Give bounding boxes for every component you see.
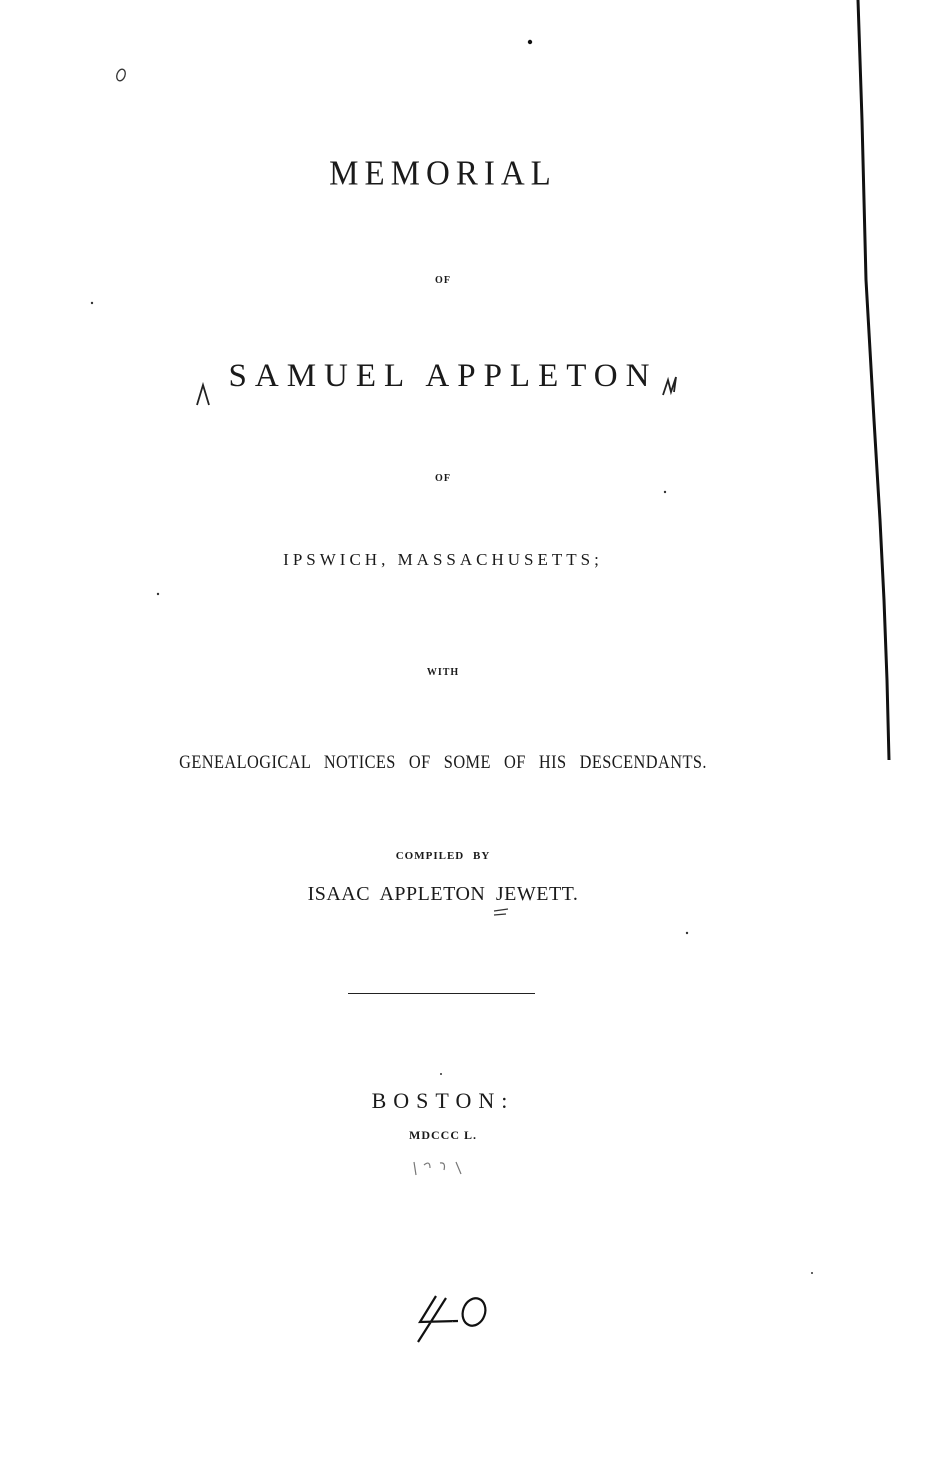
shelf-number — [412, 1292, 492, 1344]
with-connector: WITH — [426, 667, 460, 678]
place-name: IPSWICH, MASSACHUSETTS; — [283, 550, 603, 569]
subject-name: SAMUEL APPLETON — [228, 358, 658, 394]
author-name: ISAAC APPLETON JEWETT. — [307, 883, 579, 905]
of-connector: OF — [435, 275, 451, 286]
book-title: MEMORIAL — [329, 155, 557, 193]
of-connector: OF — [435, 473, 451, 484]
subtitle: GENEALOGICAL NOTICES OF SOME OF HIS DESCENDANTS. — [179, 752, 707, 773]
publication-city: BOSTON: — [371, 1088, 515, 1113]
compiled-by-label: COMPILED BY — [395, 850, 491, 862]
shelf-number-text: 40 — [452, 1322, 453, 1323]
publication-year: MDCCC L. — [409, 1128, 477, 1142]
